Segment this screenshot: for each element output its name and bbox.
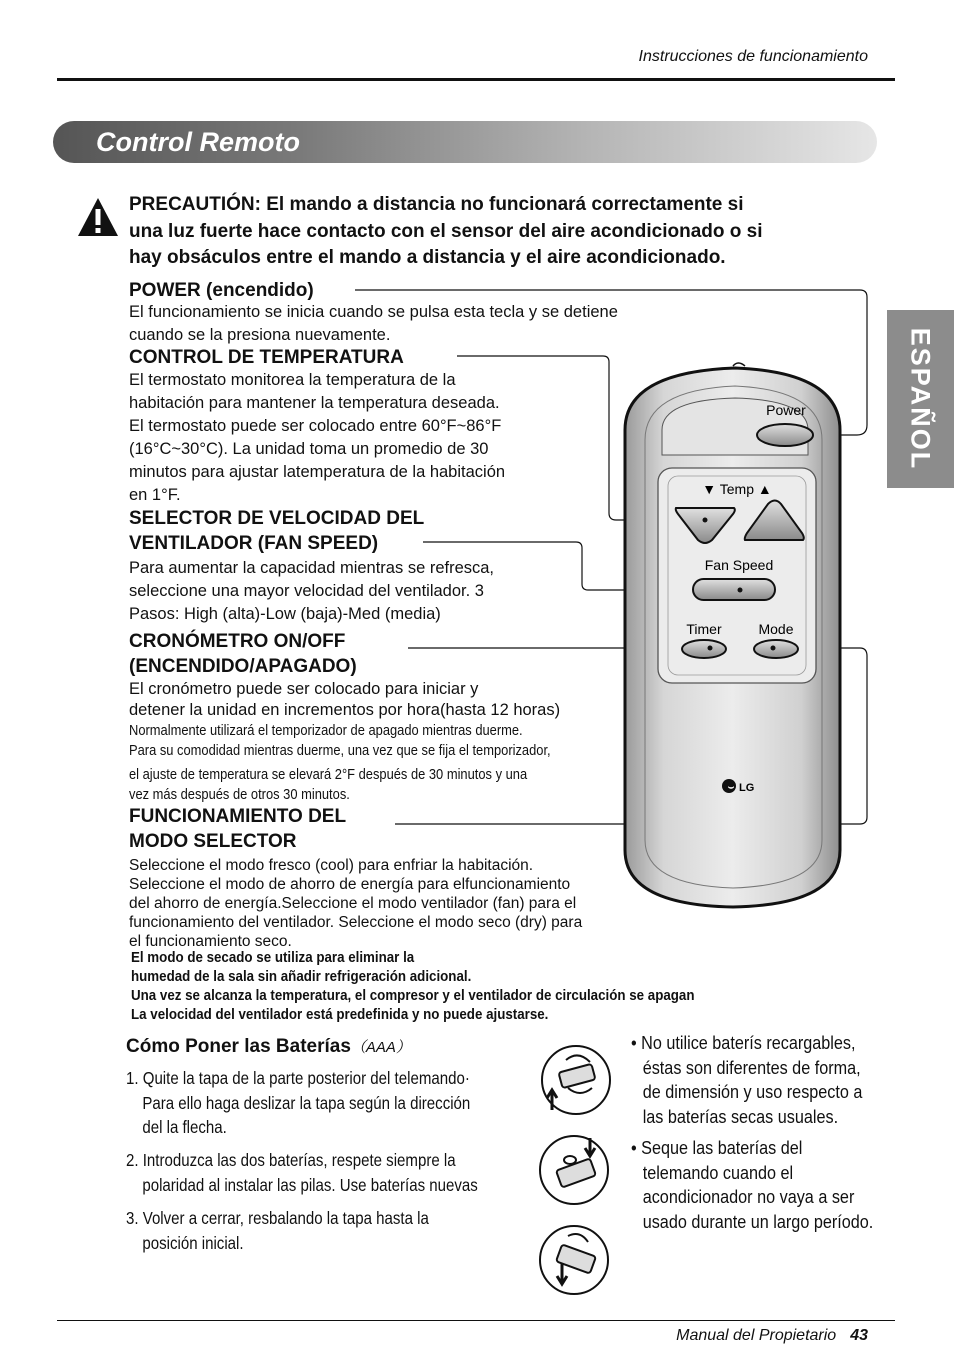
mode-heading: FUNCIONAMIENTO DEL MODO SELECTOR [129, 806, 347, 852]
section-title: Control Remoto [96, 127, 300, 157]
caution-text: PRECAUTIÓN: El mando a distancia no funcionará correctamente si una luz fuerte hace contacto con el sensor del aire acondicionado o si hay obsáculos entre el mando a distancia y el aire acondicionado. [129, 194, 763, 268]
remove-cover-illustration [542, 1046, 610, 1114]
language-tab-label: ESPAÑOL [905, 327, 936, 471]
mode-button [754, 640, 798, 658]
timer-description: El cronómetro puede ser colocado para iniciar y detener la unidad en incrementos por hora(hasta 12 horas) [129, 680, 561, 719]
battery-note-remove: • Seque las baterías del telemando cuando el acondicionador no vaya a ser usado durante un largo período. [631, 1138, 874, 1232]
temperature-description: El termostato monitorea la temperatura de la habitación para mantener la temperatura deseada. El termostato puede ser colocado entre 60°F~86°F (16°C~30°C). La unidad toma un promedio de 30 minutos para ajustar latemperatura de la habitación en 1°F. [129, 371, 506, 504]
dry-mode-note: El modo de secado se utiliza para eliminar la humedad de la sala sin añadir refrigeración adicional. Una vez se alcanza la temperatura, el compresor y el ventilador de circulación se apagan La velocidad del ventilador está predefinida y no puede ajustarse. [131, 950, 695, 1023]
power-button [757, 424, 813, 446]
close-cover-illustration [540, 1226, 608, 1294]
running-header: Instrucciones de funcionamiento [638, 48, 868, 65]
footer-rule [57, 1320, 895, 1321]
timer-heading: CRONÓMETRO ON/OFF (ENCENDIDO/APAGADO) [129, 631, 357, 677]
timer-button [682, 640, 726, 658]
power-description: El funcionamiento se inicia cuando se pulsa esta tecla y se detiene cuando se la presiona nuevamente. [129, 303, 618, 344]
page-number: 43 [850, 1327, 868, 1344]
fan-speed-heading: SELECTOR DE VELOCIDAD DEL VENTILADOR (FAN SPEED) [129, 508, 425, 554]
temp-label: ▼ Temp ▲ [702, 481, 772, 497]
batteries-heading: Cómo Poner las Baterías（AAA） [126, 1036, 411, 1057]
fan-speed-button [693, 579, 775, 600]
fan-speed-label: Fan Speed [704, 557, 774, 573]
insert-batteries-illustration [540, 1136, 608, 1204]
mode-label: Mode [758, 621, 794, 637]
timer-sleep-note: Normalmente utilizará el temporizador de apagado mientras duerme. Para su comodidad mientras duerme, una vez que se fija el temporizador, el ajuste de temperatura se elevará 2°F después de 30 minutos y una vez más después de otros 30 minutos. [129, 722, 551, 803]
mode-description: Seleccione el modo fresco (cool) para enfriar la habitación. Seleccione el modo de ahorro de energía para elfuncionamiento del ahorro de energía.Seleccione el modo ventilador (fan) para el funcionamiento del ventilador. Seleccione el modo seco (dry) para el funcionamiento seco. [129, 857, 583, 950]
temperature-heading: CONTROL DE TEMPERATURA [129, 347, 404, 368]
power-label: Power [766, 402, 806, 418]
battery-step-2: 2. Introduzca las dos baterías, respete siempre la polaridad al instalar las pilas. Use baterías nuevas [126, 1150, 478, 1195]
fan-speed-description: Para aumentar la capacidad mientras se refresca, seleccione una mayor velocidad del ventilador. 3 Pasos: High (alta)-Low (baja)-Med (media) [129, 559, 495, 623]
battery-step-1: 1. Quite la tapa de la parte posterior del telemando· Para ello haga deslizar la tapa según la dirección del la flecha. [126, 1068, 471, 1137]
battery-note-rechargeable: • No utilice baterís recargables, éstas son diferentes de forma, de dimensión y uso respecto a las baterías secas usuales. [631, 1033, 863, 1127]
brand-label: LG [739, 782, 755, 794]
battery-illustrations [538, 1040, 618, 1300]
footer-manual: Manual del Propietario [676, 1327, 837, 1344]
footer [676, 1327, 868, 1345]
timer-label: Timer [686, 621, 722, 637]
battery-step-3: 3. Volver a cerrar, resbalando la tapa hasta la posición inicial. [126, 1208, 429, 1253]
power-heading: POWER (encendido) [129, 280, 314, 301]
svg-text:⌣: ⌣ [727, 782, 735, 793]
